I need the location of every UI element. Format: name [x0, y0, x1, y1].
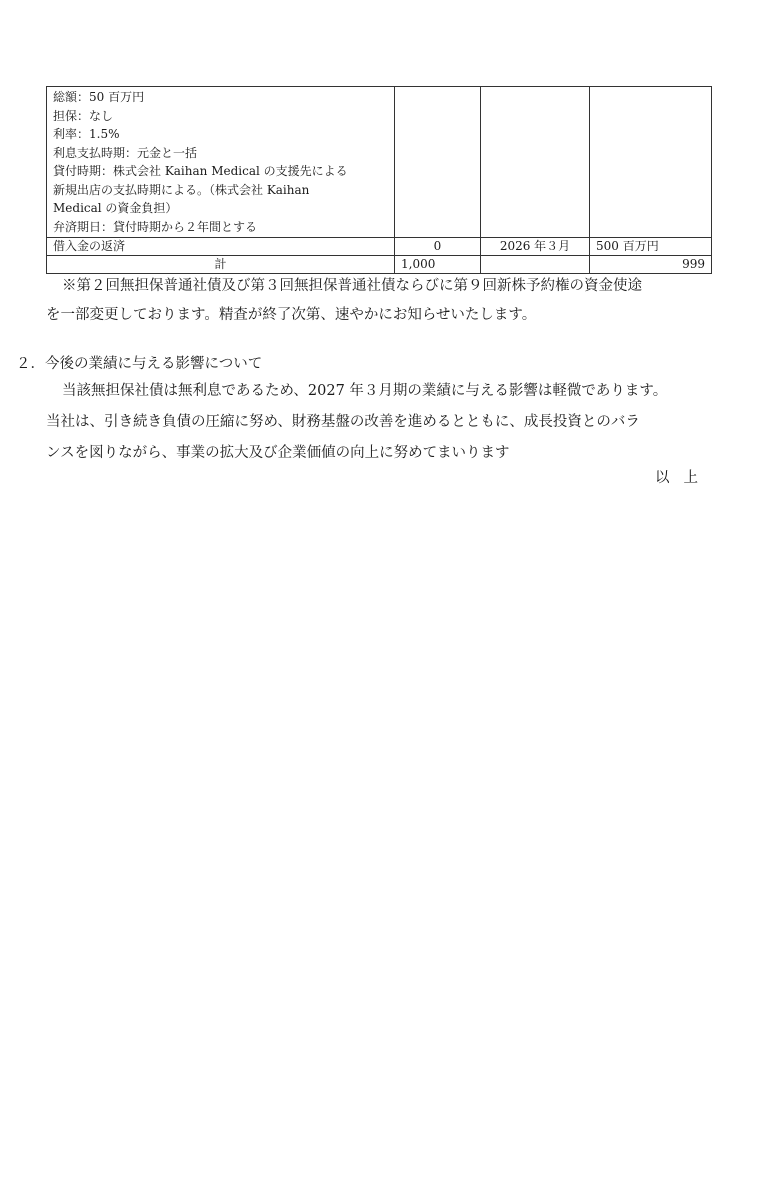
total-row — [47, 256, 712, 274]
loan-detail-line: 利息支払時期：元金と一括 — [53, 145, 198, 160]
empty-cell — [590, 87, 712, 238]
repayment-amount: 0 — [395, 238, 481, 256]
loan-detail-line: 新規出店の支払時期による。（株式会社 Kaihan — [53, 182, 310, 197]
loan-detail-row — [47, 87, 712, 238]
repayment-timing: 2026 年３月 — [481, 238, 590, 256]
loan-detail-line: 担保：なし — [53, 108, 114, 123]
total-amount: 1,000 — [395, 256, 481, 274]
change-note — [46, 272, 726, 330]
total-label: 計 — [47, 256, 395, 274]
loan-detail-line: 弁済期日：貸付時期から２年間とする — [53, 219, 258, 234]
section-body-line: 当社は、引き続き負債の圧縮に努め、財務基盤の改善を進めるとともに、成長投資とのバラ — [46, 414, 640, 430]
change-note-line: を一部変更しております。精査が終了次第、速やかにお知らせいたします。 — [46, 307, 537, 323]
loan-detail-line: 利率：1.5% — [53, 127, 120, 141]
section-body — [46, 376, 736, 469]
funds-usage-table — [46, 86, 712, 274]
loan-detail-cell — [47, 87, 395, 238]
section-body-line: 当該無担保社債は無利息であるため、2027 年３月期の業績に与える影響は軽微であります。 — [62, 383, 668, 399]
repayment-row — [47, 238, 712, 256]
closing-mark: 以上 — [655, 470, 712, 486]
change-note-line: ※第２回無担保普通社債及び第３回無担保普通社債ならびに第９回新株予約権の資金使途 — [62, 278, 642, 294]
total-sum: 999 — [590, 256, 712, 274]
empty-cell — [395, 87, 481, 238]
loan-detail-line: Medical の資金負担） — [53, 201, 178, 215]
repayment-label: 借入金の返済 — [47, 238, 395, 256]
empty-cell — [481, 87, 590, 238]
loan-detail-line: 貸付時期：株式会社 Kaihan Medical の支援先による — [53, 164, 348, 178]
funds-usage-table-section — [46, 86, 711, 274]
repayment-total: 500 百万円 — [590, 238, 712, 256]
section-heading: ２．今後の業績に与える影響について — [16, 356, 263, 372]
total-timing — [481, 256, 590, 274]
section-body-line: ンスを図りながら、事業の拡大及び企業価値の向上に努めてまいります — [46, 445, 510, 461]
loan-detail-line: 総額：50 百万円 — [53, 90, 145, 104]
